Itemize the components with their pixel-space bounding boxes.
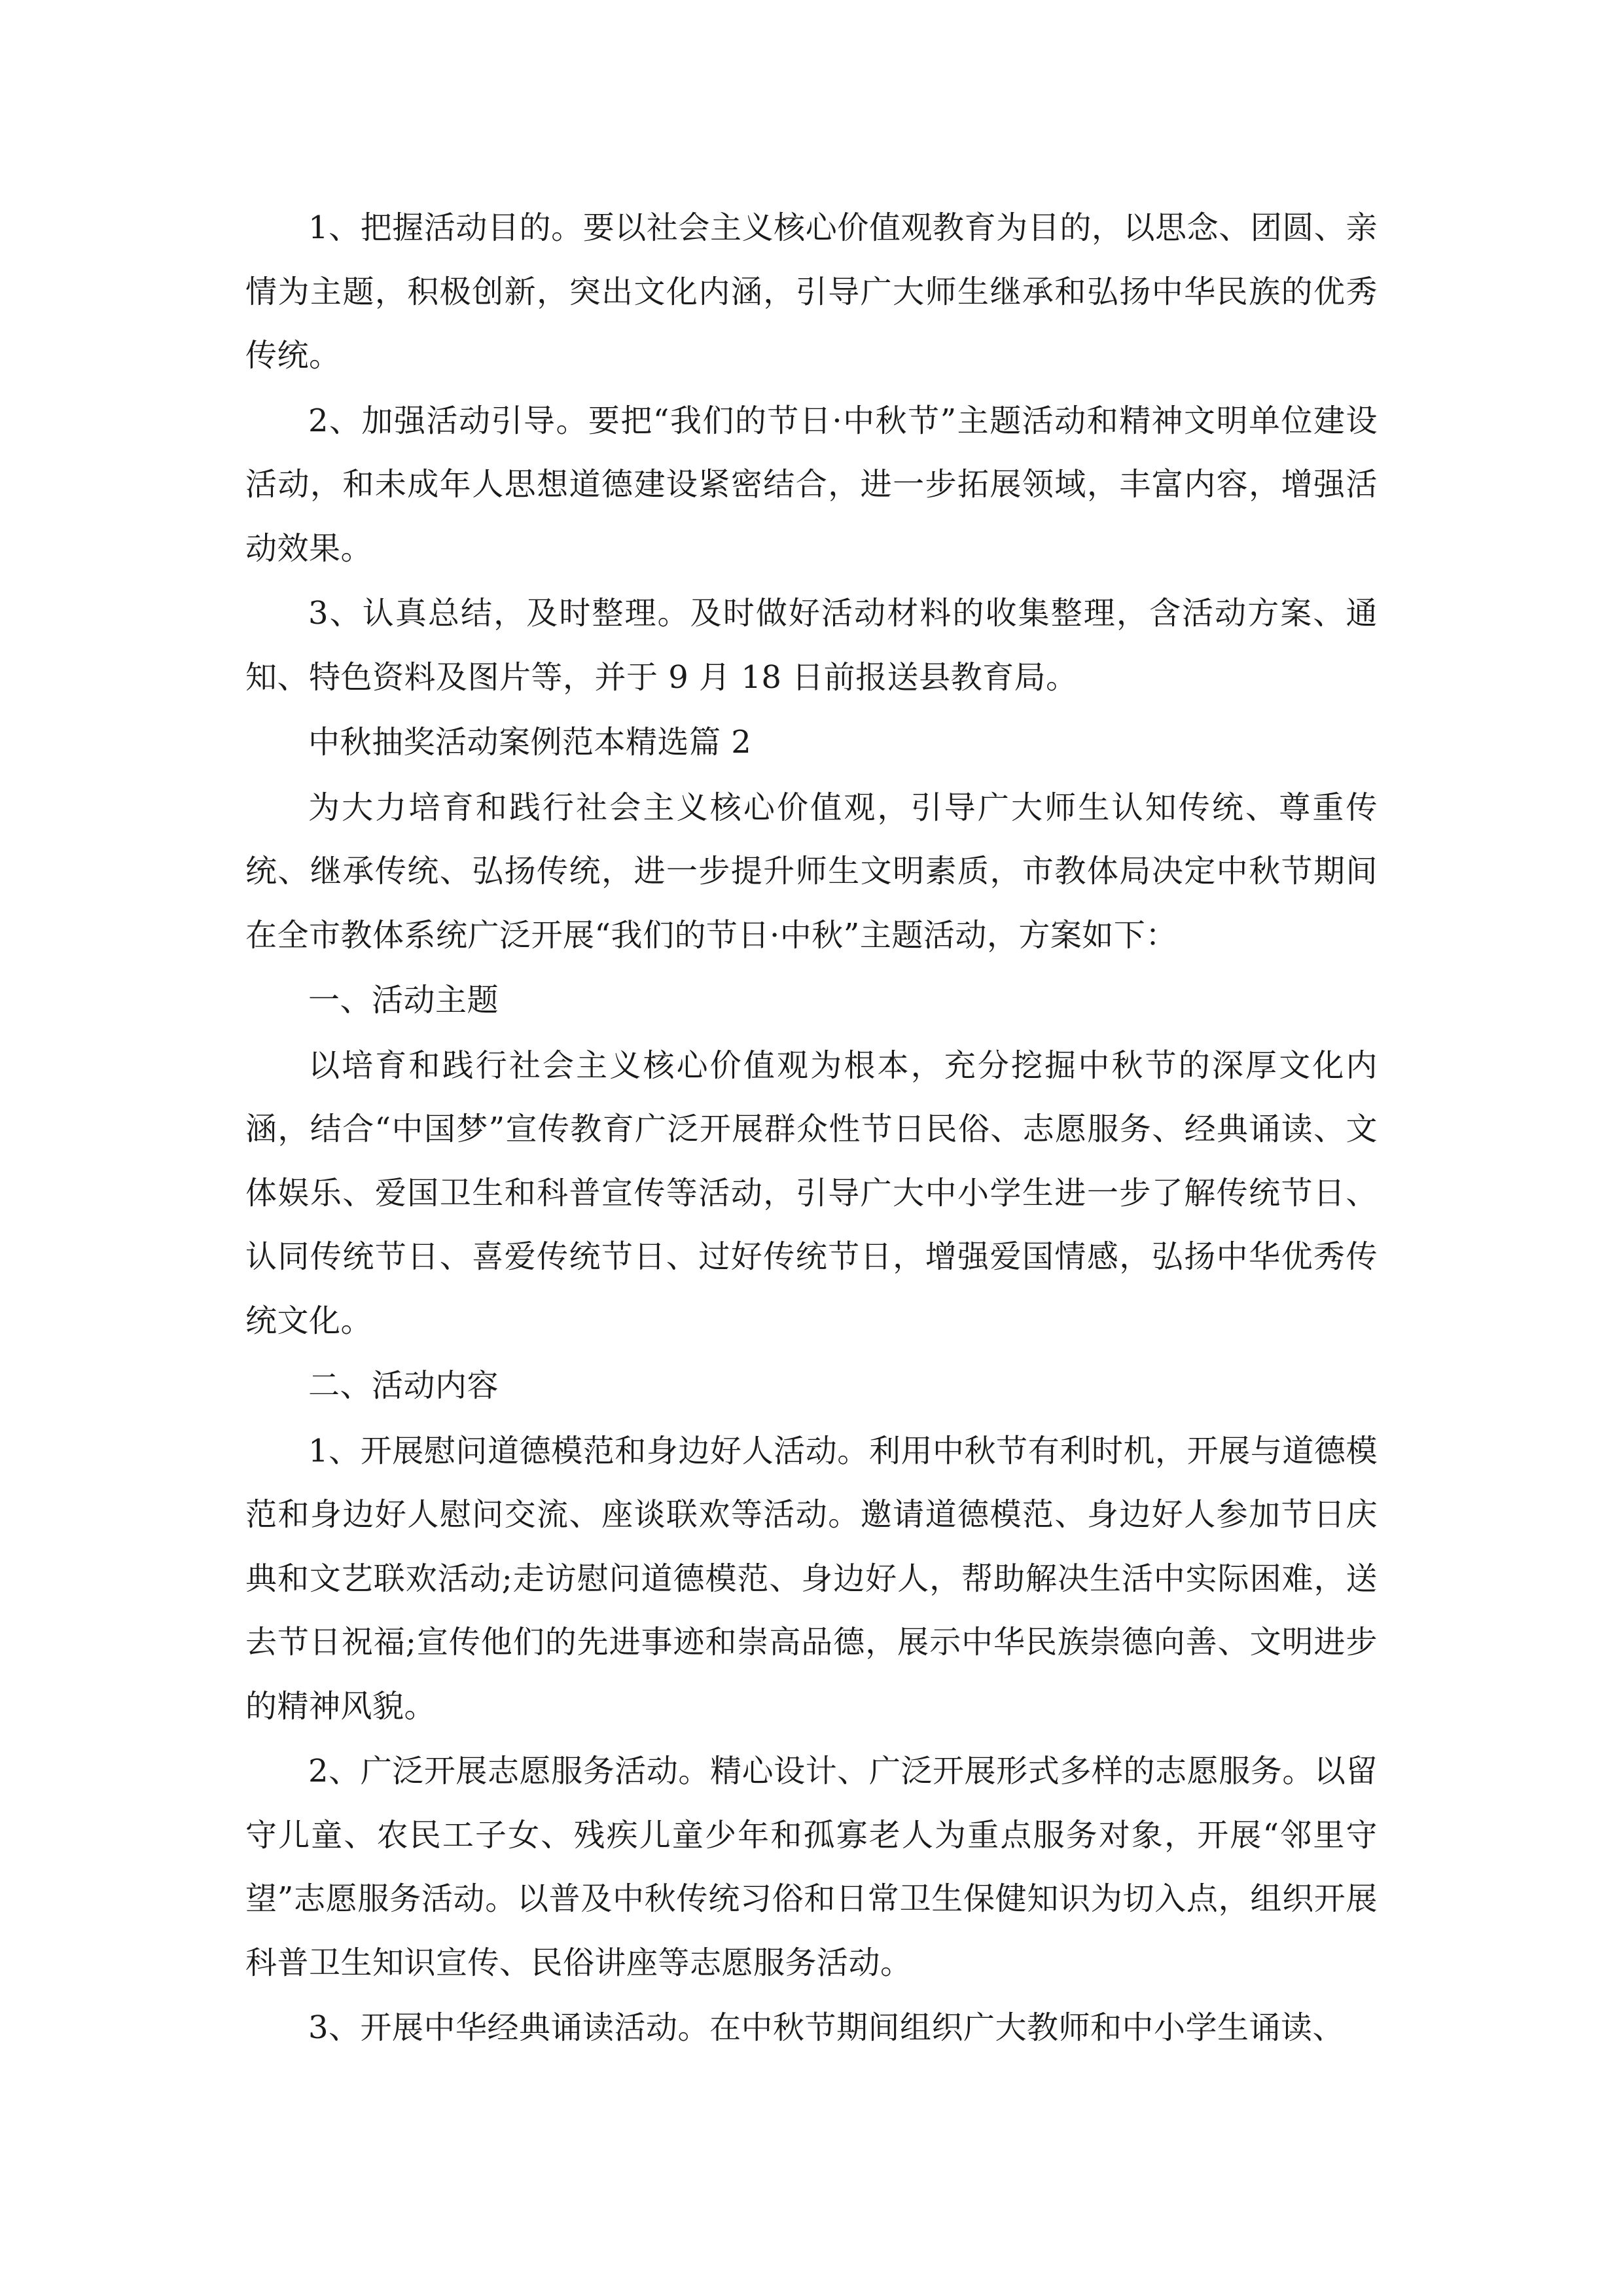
heading-activity-content: 二、活动内容 <box>308 1367 499 1404</box>
heading-activity-theme: 一、活动主题 <box>308 982 499 1018</box>
section-title: 中秋抽奖活动案例范本精选篇 2 <box>308 724 752 761</box>
paragraph-content-2: 2、广泛开展志愿服务活动。精心设计、广泛开展形式多样的志愿服务。以留守儿童、农民工子女、残疾儿童少年和孤寡老人为重点服务对象，开展“邻里守望”志愿服务活动。以普及中秋传统习俗和日常卫生保健知识为切入点，组织开展科普卫生知识宣传、民俗讲座等志愿服务活动。 <box>245 1753 1378 1981</box>
paragraph-theme: 以培育和践行社会主义核心价值观为根本，充分挖掘中秋节的深厚文化内涵，结合“中国梦”宣传教育广泛开展群众性节日民俗、志愿服务、经典诵读、文体娱乐、爱国卫生和科普宣传等活动，引导广大中小学生进一步了解传统节日、认同传统节日、喜爱传统节日、过好传统节日，增强爱国情感，弘扬中华优秀传统文化。 <box>245 1047 1378 1339</box>
paragraph-purpose: 1、把握活动目的。要以社会主义核心价值观教育为目的，以思念、团圆、亲情为主题，积极创新，突出文化内涵，引导广大师生继承和弘扬中华民族的优秀传统。 <box>245 209 1378 374</box>
paragraph-intro: 为大力培育和践行社会主义核心价值观，引导广大师生认知传统、尊重传统、继承传统、弘扬传统，进一步提升师生文明素质，市教体局决定中秋节期间在全市教体系统广泛开展“我们的节日·中秋”主题活动，方案如下： <box>245 789 1378 954</box>
paragraph-summary: 3、认真总结，及时整理。及时做好活动材料的收集整理，含活动方案、通知、特色资料及图片等，并于 9 月 18 日前报送县教育局。 <box>245 595 1378 696</box>
paragraph-guidance: 2、加强活动引导。要把“我们的节日·中秋节”主题活动和精神文明单位建设活动，和未成年人思想道德建设紧密结合，进一步拓展领域，丰富内容，增强活动效果。 <box>245 402 1378 567</box>
paragraph-content-1: 1、开展慰问道德模范和身边好人活动。利用中秋节有利时机，开展与道德模范和身边好人慰问交流、座谈联欢等活动。邀请道德模范、身边好人参加节日庆典和文艺联欢活动;走访慰问道德模范、身边好人，帮助解决生活中实际困难，送去节日祝福;宣传他们的先进事迹和崇高品德，展示中华民族崇德向善、文明进步的精神风貌。 <box>245 1432 1378 1725</box>
document-page <box>245 196 1378 2062</box>
paragraph-content-3: 3、开展中华经典诵读活动。在中秋节期间组织广大教师和中小学生诵读、 <box>308 2009 1345 2046</box>
